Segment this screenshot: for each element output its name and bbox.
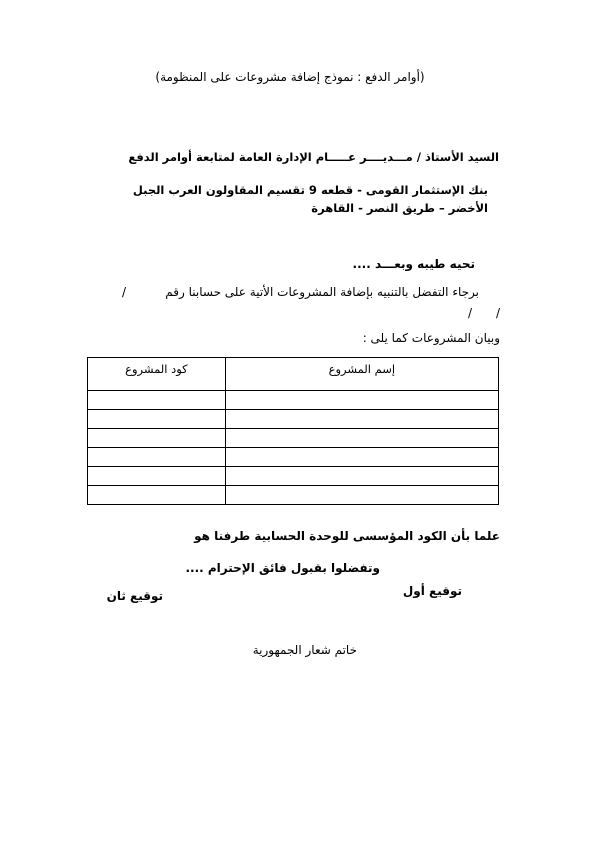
republic-emblem-stamp-label: خاتم شعار الجمهورية — [252, 643, 357, 657]
document-title: (أوامر الدفع : نموذج إضافة مشروعات على المنظومة) — [155, 70, 425, 84]
second-signature-label: توقيع ثان — [106, 589, 163, 603]
project-code-cell[interactable] — [88, 448, 226, 467]
table-row — [88, 391, 499, 410]
addressee-line-1: السيد الأستاذ / مـــديــــر عـــــام الإدارة العامة لمتابعة أوامر الدفع — [128, 150, 499, 164]
first-signature-label: توقيع أول — [402, 584, 462, 598]
project-code-cell[interactable] — [88, 410, 226, 429]
project-name-cell[interactable] — [225, 448, 498, 467]
projects-intro: وبيان المشروعات كما يلى : — [362, 331, 500, 345]
table-header-row — [88, 358, 499, 391]
institutional-code-note: علما بأن الكود المؤسسى للوحدة الحسابية طرفنا هو — [194, 529, 500, 543]
project-name-cell[interactable] — [225, 410, 498, 429]
projects-table — [87, 357, 499, 505]
addressee-line-2: بنك الإستثمار القومى - قطعه 9 تقسيم المقاولون العرب الجبل — [132, 183, 488, 197]
project-name-cell[interactable] — [225, 429, 498, 448]
project-name-cell[interactable] — [225, 467, 498, 486]
project-code-cell[interactable] — [88, 429, 226, 448]
table-row — [88, 486, 499, 505]
request-text: برجاء التفضل بالتنبيه بإضافة المشروعات الأتية على حسابنا رقم — [165, 285, 479, 299]
account-slash-3: / — [496, 306, 501, 320]
table-row — [88, 448, 499, 467]
project-name-cell[interactable] — [225, 486, 498, 505]
column-header-project-name: إسم المشروع — [225, 358, 498, 391]
table-row — [88, 467, 499, 486]
table-row — [88, 410, 499, 429]
project-code-cell[interactable] — [88, 467, 226, 486]
table-row — [88, 429, 499, 448]
project-code-cell[interactable] — [88, 486, 226, 505]
account-slash-2: / — [468, 306, 473, 320]
addressee-line-3: الأخضر – طريق النصر - القاهرة — [311, 201, 488, 215]
account-slash-1: / — [122, 285, 127, 299]
greeting: تحيه طيبه وبعـــد .... — [352, 257, 475, 271]
closing-respect: وتفضلوا بقبول فائق الإحترام .... — [185, 561, 380, 575]
project-code-cell[interactable] — [88, 391, 226, 410]
column-header-project-code: كود المشروع — [88, 358, 226, 391]
project-name-cell[interactable] — [225, 391, 498, 410]
